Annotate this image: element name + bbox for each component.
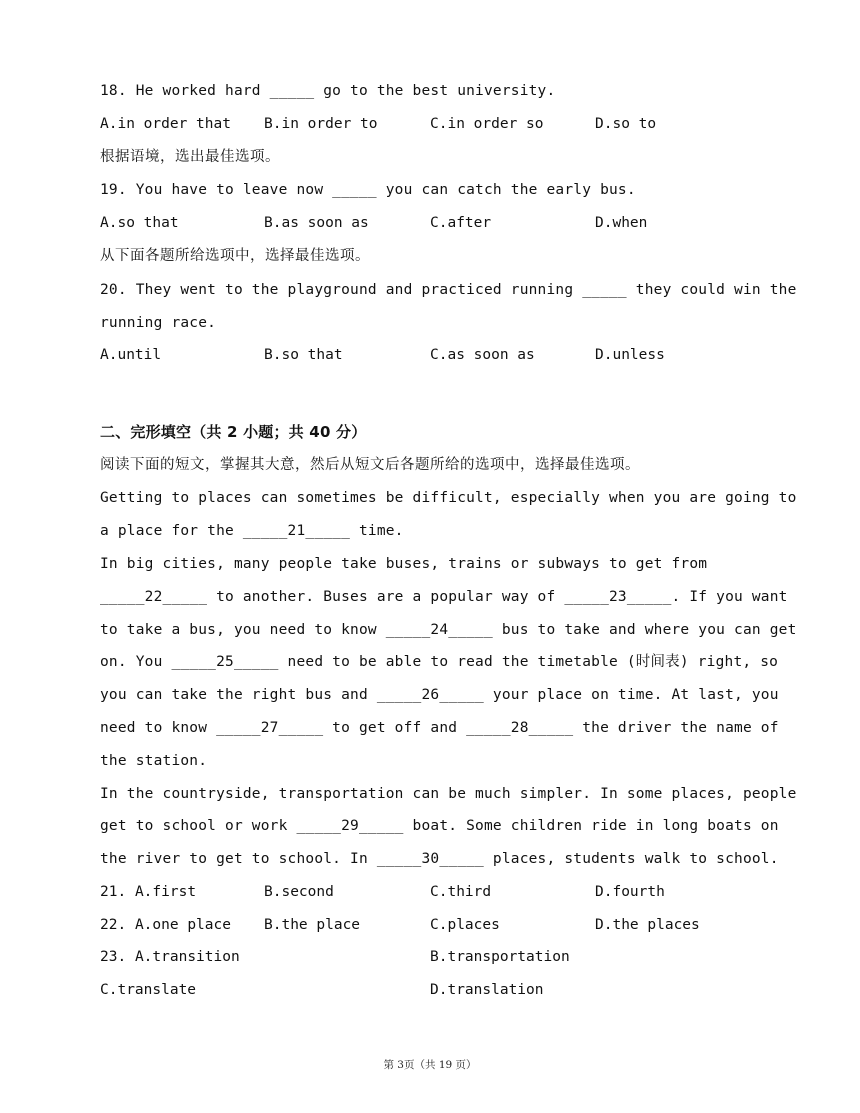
question-19-option-d: D.when: [595, 215, 648, 231]
passage-line-5: to take a bus, you need to know _____24_____ bus to take and where you can get: [100, 622, 797, 638]
question-19-option-a: A.so that: [100, 215, 179, 231]
passage-line-8: need to know _____27_____ to get off and _____28_____ the driver the name of: [100, 720, 779, 736]
question-18-stem: 18. He worked hard _____ go to the best university.: [100, 83, 556, 99]
question-22-number: 22.: [100, 917, 127, 933]
question-21-option-c: C.third: [430, 884, 492, 900]
question-22-option-a: A.one place: [134, 917, 231, 933]
instruction-19: 根据语境，选出最佳选项。: [100, 149, 280, 165]
question-21-option-d: D.fourth: [595, 884, 665, 900]
question-18-option-d: D.so to: [595, 116, 657, 132]
passage-line-3: In big cities, many people take buses, trains or subways to get from: [100, 556, 708, 572]
question-23-option-a: A.transition: [134, 949, 240, 965]
passage-line-1: Getting to places can sometimes be difficult, especially when you are going to: [100, 490, 797, 506]
question-20-stem-line-2: running race.: [100, 315, 217, 331]
question-20-stem-line-1: 20. They went to the playground and practiced running _____ they could win the: [100, 282, 797, 298]
passage-line-2: a place for the _____21_____ time.: [100, 523, 404, 539]
question-19-stem: 19. You have to leave now _____ you can catch the early bus.: [100, 182, 636, 198]
question-20-option-b: B.so that: [264, 347, 343, 363]
question-18-option-a: A.in order that: [100, 116, 231, 132]
question-23-option-d: D.translation: [430, 982, 544, 998]
passage-line-7: you can take the right bus and _____26_____ your place on time. At last, you: [100, 687, 779, 703]
instruction-20: 从下面各题所给选项中，选择最佳选项。: [100, 248, 370, 264]
question-20-option-a: A.until: [100, 347, 162, 363]
question-19-option-c: C.after: [430, 215, 492, 231]
question-22-option-d: D.the places: [595, 917, 700, 933]
passage-line-10: In the countryside, transportation can be much simpler. In some places, people: [100, 786, 797, 802]
question-22-row: [100, 915, 231, 935]
question-20-option-c: C.as soon as: [430, 347, 535, 363]
question-21-option-a: A.first: [134, 884, 197, 900]
question-18-option-b: B.in order to: [264, 116, 378, 132]
question-22-option-c: C.places: [430, 917, 500, 933]
question-20-option-d: D.unless: [595, 347, 665, 363]
section-2-instruction: 阅读下面的短文，掌握其大意，然后从短文后各题所给的选项中，选择最佳选项。: [100, 457, 640, 473]
page-footer: 第 3页（共 19 页）: [383, 1059, 477, 1071]
question-21-row: [100, 882, 196, 902]
question-23-row: [100, 947, 240, 967]
question-23-option-c: C.translate: [100, 982, 197, 998]
question-22-option-b: B.the place: [264, 917, 361, 933]
question-23-number: 23.: [100, 949, 127, 965]
question-21-option-b: B.second: [264, 884, 334, 900]
question-23-option-b: B.transportation: [430, 949, 570, 965]
passage-line-9: the station.: [100, 753, 208, 769]
passage-line-6: on. You _____25_____ need to be able to read the timetable (时间表) right, so: [100, 654, 779, 670]
question-21-number: 21.: [100, 884, 127, 900]
passage-line-4: _____22_____ to another. Buses are a popular way of _____23_____. If you want: [100, 589, 788, 605]
passage-line-11: get to school or work _____29_____ boat. Some children ride in long boats on: [100, 818, 779, 834]
question-18-option-c: C.in order so: [430, 116, 544, 132]
passage-line-12: the river to get to school. In _____30_____ places, students walk to school.: [100, 851, 779, 867]
section-2-heading: 二、完形填空（共 2 小题；共 40 分）: [100, 423, 367, 441]
question-19-option-b: B.as soon as: [264, 215, 369, 231]
